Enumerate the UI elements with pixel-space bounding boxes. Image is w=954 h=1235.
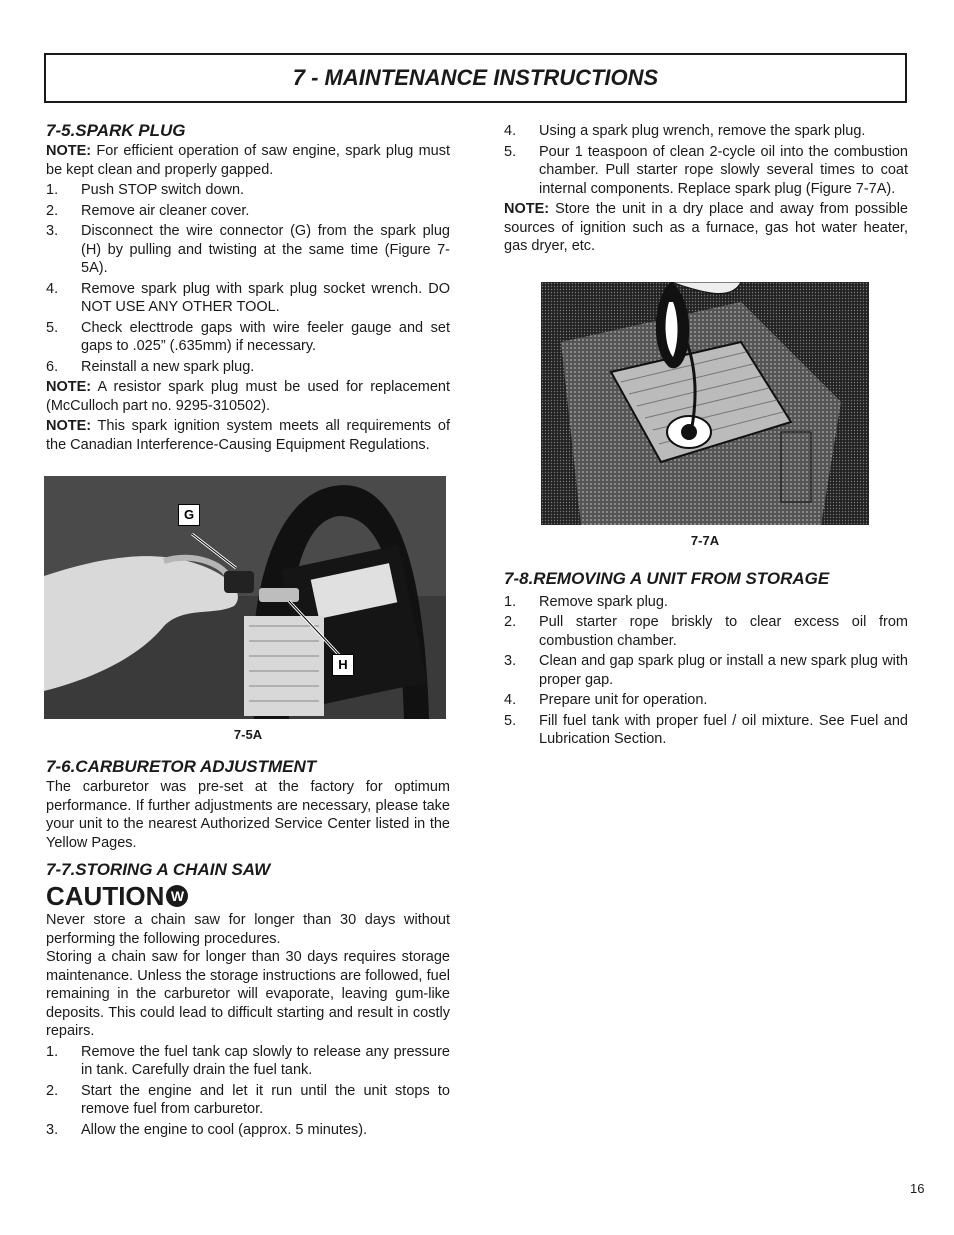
list-item: 4. Remove spark plug with spark plug socket wrench. DO NOT USE ANY OTHER TOOL.: [46, 280, 450, 315]
warning-w-icon: W: [166, 885, 188, 907]
list-item: 1. Remove the fuel tank cap slowly to release any pressure in tank. Carefully drain the fuel tank.: [46, 1043, 450, 1078]
figure-7-5a-caption: 7-5A: [233, 727, 263, 742]
oil-pouring-illustration: [541, 282, 869, 525]
list-item: 4. Using a spark plug wrench, remove the spark plug.: [504, 123, 866, 139]
list-item: 1. Push STOP switch down.: [46, 182, 245, 198]
list-item: 4. Prepare unit for operation.: [504, 692, 708, 708]
spark-plug-note-2: NOTE: A resistor spark plug must be used for replacement (McCulloch part no. 9295-310502).: [46, 379, 450, 414]
storing-steps: [46, 1043, 450, 1140]
list-item: 6. Reinstall a new spark plug.: [46, 358, 255, 375]
list-item: 3. Disconnect the wire connector (G) from the spark plug (H) by pulling and twisting at the same time (Figure 7-5A).: [46, 223, 450, 276]
storing-para-2: Storing a chain saw for longer than 30 days requires storage maintenance. Unless the storage instructions are followed, fuel remaining in the carburetor will evaporate, leaving gum-like deposits. This could lead to difficult starting and result in costly repairs.: [46, 949, 450, 1039]
spark-plug-note-3: NOTE: This spark ignition system meets all requirements of the Canadian Interference-Causing Equipment Regulations.: [46, 418, 450, 453]
list-item: 5. Pour 1 teaspoon of clean 2-cycle oil into the combustion chamber. Pull starter rope slowly several times to coat internal components. Replace spark plug (Figure 7-7A).: [504, 143, 908, 197]
spark-plug-note-1: NOTE: For efficient operation of saw engine, spark plug must be kept clean and properly gapped.: [46, 143, 450, 178]
page-header: [44, 53, 907, 103]
list-item: 5. Fill fuel tank with proper fuel / oil mixture. See Fuel and Lubrication Section.: [504, 712, 908, 747]
list-item: 3. Allow the engine to cool (approx. 5 minutes).: [46, 1121, 368, 1138]
list-item: 2. Pull starter rope briskly to clear excess oil from combustion chamber.: [504, 614, 908, 649]
list-item: 3. Clean and gap spark plug or install a new spark plug with proper gap.: [504, 653, 908, 688]
carburetor-text: The carburetor was pre-set at the factory for optimum performance. If further adjustments are necessary, please take your unit to the nearest Authorized Service Center listed in the Yellow Pages.: [46, 779, 450, 851]
left-column: [46, 120, 450, 1141]
page-title: 7 - MAINTENANCE INSTRUCTIONS: [292, 65, 659, 90]
storing-para-1: Never store a chain saw for longer than 30 days without performing the following procedures.: [46, 912, 450, 947]
carburetor-heading: 7-6.CARBURETOR ADJUSTMENT: [46, 757, 317, 776]
list-item: 2. Remove air cleaner cover.: [46, 202, 250, 219]
figure-7-7a: [541, 282, 869, 525]
spark-plug-photo: [44, 476, 446, 719]
figure-7-5a: [44, 476, 446, 719]
storing-heading: 7-7.STORING A CHAIN SAW: [46, 860, 271, 879]
figure-7-7a-caption: 7-7A: [690, 532, 720, 548]
page-number: 16: [910, 1181, 925, 1196]
spark-plug-heading: 7-5.SPARK PLUG: [46, 121, 186, 140]
callout-g: G: [178, 504, 200, 526]
caution-label: CAUTION W: [46, 881, 450, 911]
removing-steps: [504, 593, 908, 749]
right-column: [504, 120, 908, 751]
storing-note: NOTE: Store the unit in a dry place and away from possible sources of ignition such as a furnace, gas hot water heater, gas dryer, etc.: [504, 201, 908, 254]
callout-h: H: [332, 654, 354, 676]
spark-plug-steps: [46, 181, 450, 376]
list-item: 2. Start the engine and let it run until the unit stops to remove fuel from carburetor.: [46, 1082, 450, 1117]
storing-steps-continued: [504, 122, 908, 198]
list-item: 1. Remove spark plug.: [504, 593, 668, 610]
removing-heading: 7-8.REMOVING A UNIT FROM STORAGE: [504, 568, 830, 588]
list-item: 5. Check electtrode gaps with wire feeler gauge and set gaps to .025” (.635mm) if necessary.: [46, 319, 450, 354]
